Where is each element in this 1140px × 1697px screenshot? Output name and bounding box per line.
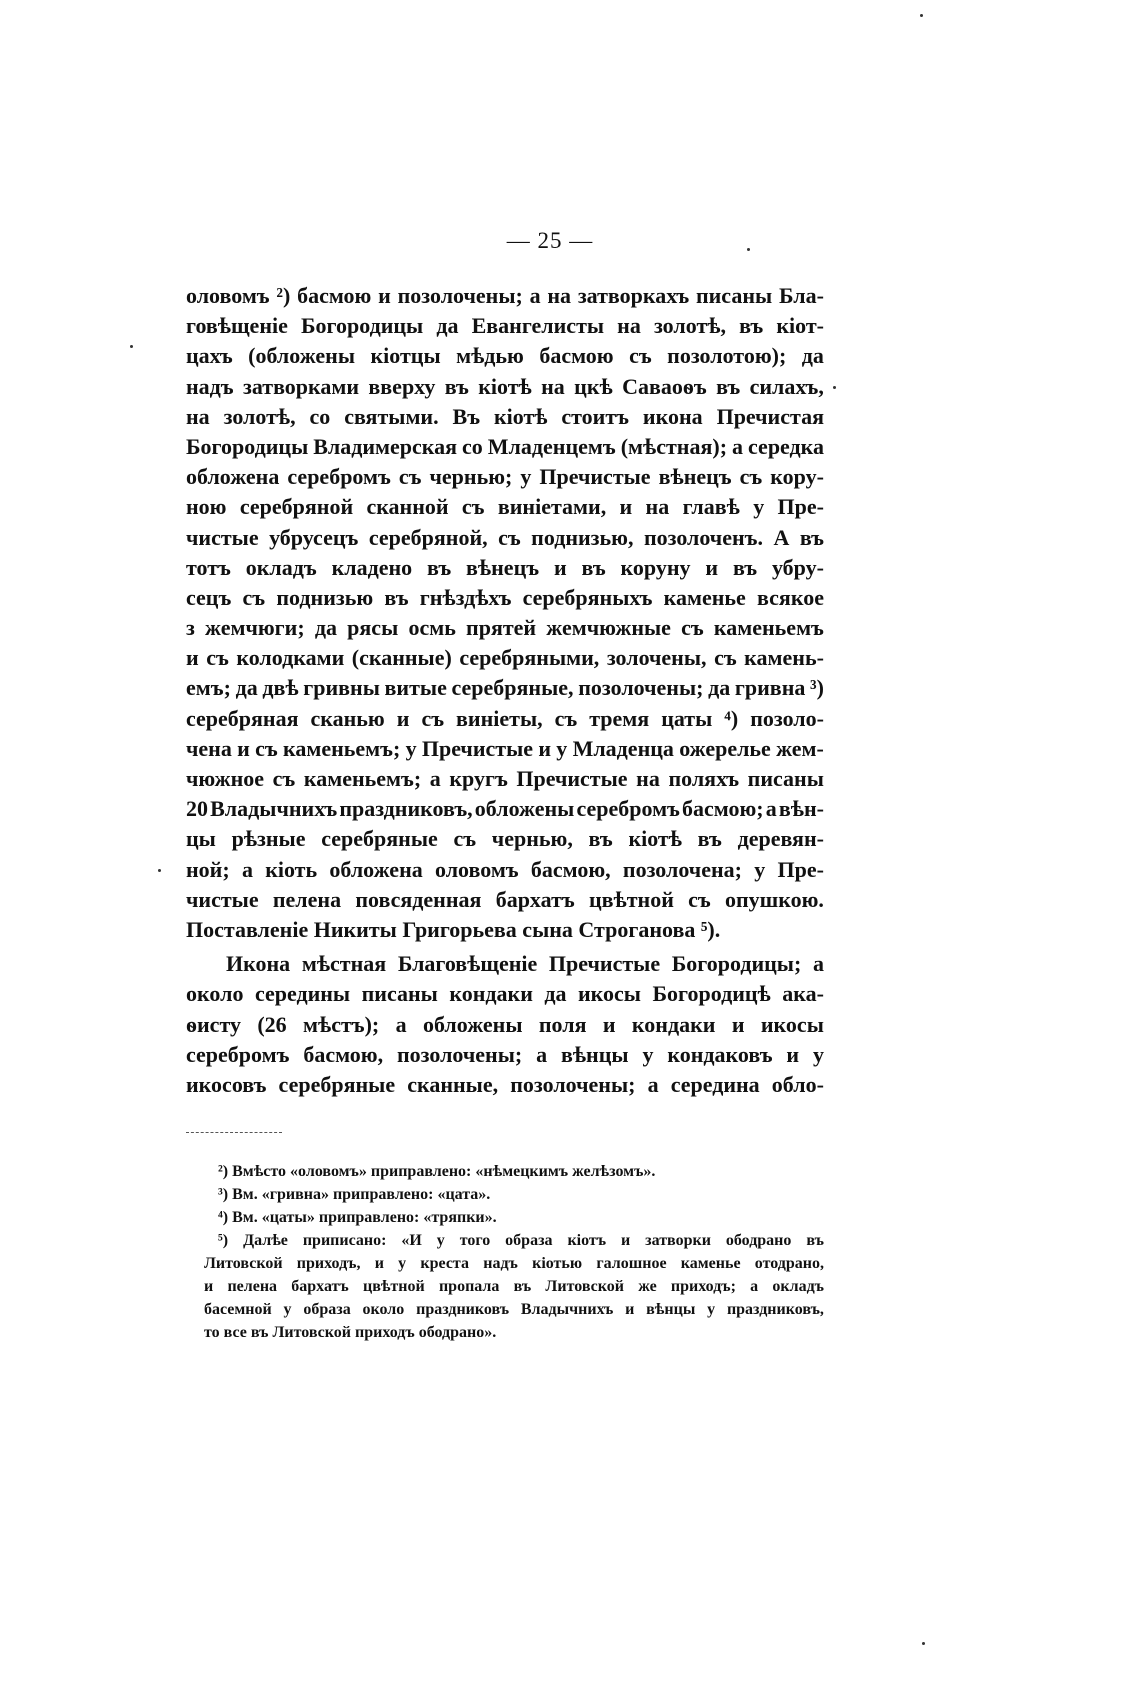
- text-line: серебряная сканью и съ виніеты, съ тремя цаты ⁴) позоло-: [186, 705, 824, 731]
- scan-speck: [158, 869, 161, 872]
- footnote: ²) Вмѣсто «оловомъ» приправлено: «нѣмецкимъ желѣзомъ».: [218, 1163, 656, 1180]
- text-line: 20 Владычнихъ праздниковъ, обложены серебромъ басмою; а вѣн-: [186, 796, 824, 822]
- text-line: чена и съ каменьемъ; у Пречистые и у Младенца ожерелье жем-: [186, 735, 824, 761]
- text-line: Поставленіе Никиты Григорьева сына Строганова ⁵).: [186, 916, 721, 942]
- footnote: ⁴) Вм. «цаты» приправлено: «тряпки».: [218, 1209, 497, 1226]
- main-text: [186, 281, 824, 1100]
- text-line: и съ колодками (сканные) серебряными, золочены, съ камень-: [186, 645, 824, 671]
- scan-speck: [130, 345, 133, 348]
- text-line: цахъ (обложены кіотцы мѣдью басмою съ позолотою); да: [186, 343, 824, 369]
- text-line: чистые убрусецъ серебряной, съ поднизью, позолоченъ. А въ: [186, 524, 824, 550]
- scan-speck: [920, 14, 923, 17]
- scan-speck: [747, 248, 750, 251]
- text-line: цы рѣзные серебряные съ чернью, въ кіотѣ въ деревян-: [186, 826, 824, 852]
- footnote-line: Литовской приходъ, и у креста надъ кіотью галошное каменье отодрано,: [204, 1255, 824, 1272]
- text-line: чюжное съ каменьемъ; а кругъ Пречистые на поляхъ писаны: [186, 766, 824, 791]
- text-line: около середины писаны кондаки да икосы Богородицѣ ака-: [186, 981, 824, 1007]
- footnote-line: и пелена бархатъ цвѣтной пропала въ Литовской же приходъ; а окладъ: [204, 1278, 824, 1295]
- text-line: ѳисту (26 мѣстъ); а обложены поля и кондаки и икосы: [186, 1011, 824, 1037]
- text-line: оловомъ ²) басмою и позолочены; а на затворкахъ писаны Бла-: [186, 283, 824, 308]
- text-line: Богородицы Владимерская со Младенцемъ (мѣстная); а середка: [186, 433, 824, 459]
- paragraph-start-line: Икона мѣстная Благовѣщеніе Пречистые Богородицы; а: [226, 951, 824, 977]
- text-line: ною серебряной сканной съ виніетами, и на главѣ у Пре-: [186, 494, 824, 520]
- footnote: ³) Вм. «гривна» приправлено: «цата».: [218, 1186, 491, 1203]
- text-line: на золотѣ, со святыми. Въ кіотѣ стоитъ икона Пречистая: [186, 403, 824, 429]
- text-line: говѣщеніе Богородицы да Евангелисты на золотѣ, въ кіот-: [186, 313, 824, 339]
- scan-speck: [922, 1642, 925, 1645]
- footnote-line: то все въ Литовской приходъ ободрано».: [204, 1324, 497, 1341]
- text-line: икосовъ серебряные сканные, позолочены; а середина обло-: [186, 1071, 824, 1097]
- text-line: ной; а кіоть обложена оловомъ басмою, позолочена; у Пре-: [186, 856, 824, 882]
- footnotes: [204, 1160, 824, 1344]
- text-line: обложена серебромъ съ чернью; у Пречистые вѣнецъ съ кору-: [186, 464, 824, 490]
- footnote-separator: [186, 1132, 282, 1133]
- text-line: чистые пелена повсяденная бархатъ цвѣтной съ опушкою.: [186, 886, 824, 912]
- text-line: надъ затворками вверху въ кіотѣ на цкѣ Саваоѳъ въ силахъ,: [186, 373, 824, 399]
- footnote: ⁵) Далѣе приписано: «И у того образа кіотъ и затворки ободрано въ: [218, 1232, 824, 1249]
- page-number: — 25 —: [506, 228, 594, 253]
- text-line: тотъ окладъ кладено въ вѣнецъ и въ коруну и въ убру-: [186, 554, 824, 580]
- footnote-line: басемной у образа около праздниковъ Владычнихъ и вѣнцы у праздниковъ,: [204, 1301, 824, 1318]
- text-line: серебромъ басмою, позолочены; а вѣнцы у кондаковъ и у: [186, 1041, 824, 1067]
- text-line: сецъ съ поднизью въ гнѣздѣхъ серебряныхъ каменье всякое: [186, 584, 824, 610]
- scan-speck: [833, 386, 836, 389]
- text-line: з жемчюги; да рясы осмь прятей жемчюжные съ каменьемъ: [186, 615, 824, 641]
- text-line: емъ; да двѣ гривны витые серебряные, позолочены; да гривна ³): [186, 675, 824, 701]
